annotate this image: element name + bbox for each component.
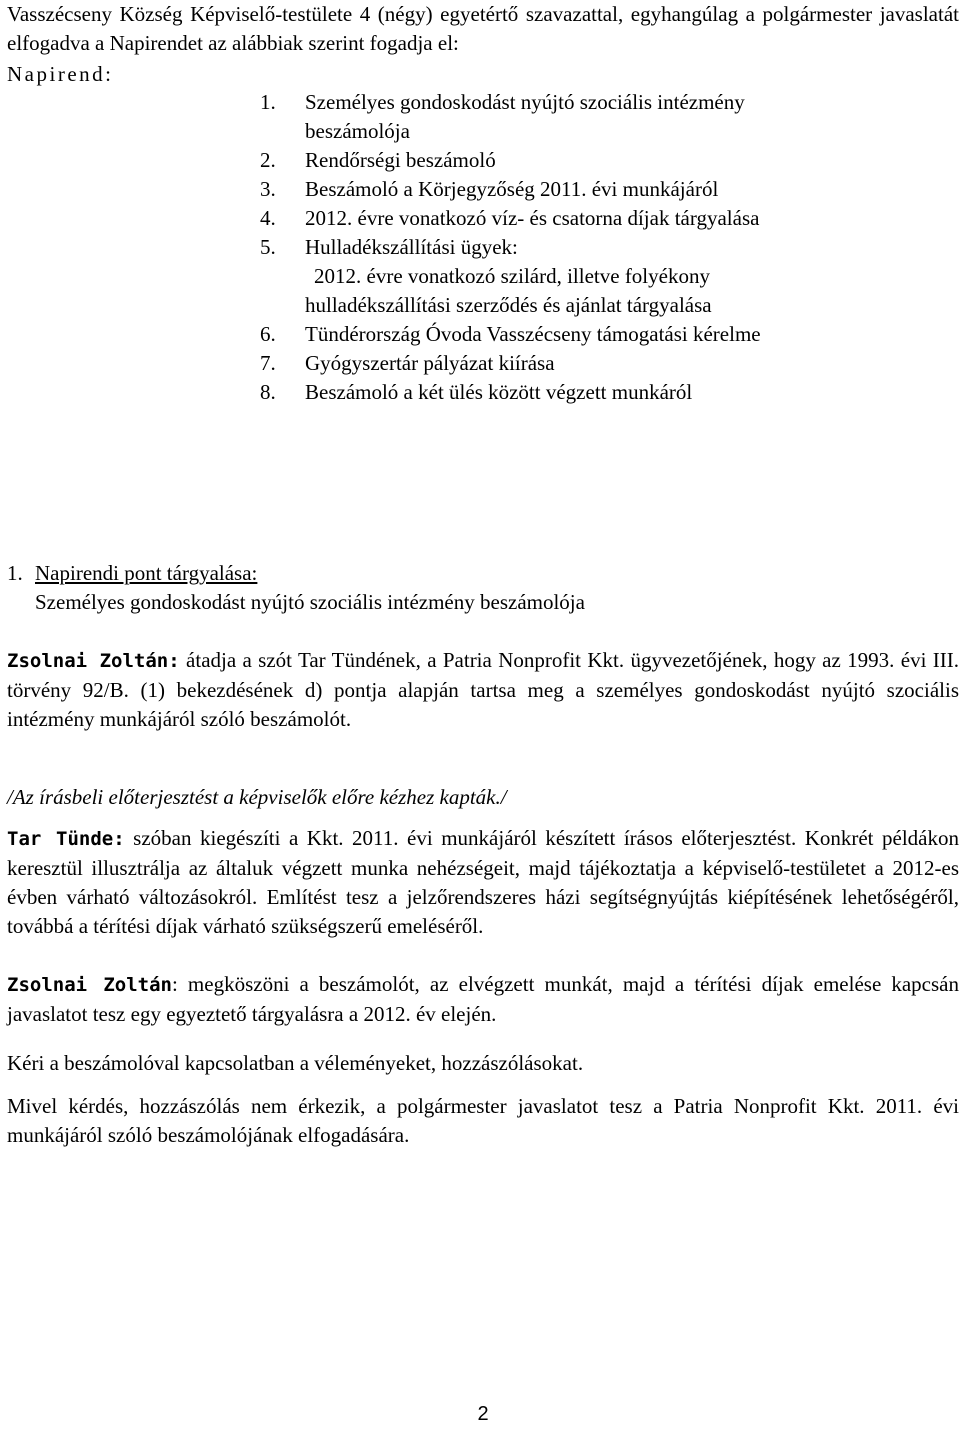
agenda-item [260, 233, 880, 320]
paragraph-text: : megköszöni a beszámolót, az elvégzett munkát, majd a térítési díjak emelése kapcsán javaslatot tesz egy egyeztető tárgyalásra a 2012. év elején. [7, 972, 959, 1026]
agenda-item-text: Gyógyszertár pályázat kiírása [305, 351, 555, 375]
paragraph-request: Kéri a beszámolóval kapcsolatban a véleményeket, hozzászólásokat. [7, 1051, 584, 1075]
agenda-item-text: 2012. évre vonatkozó víz- és csatorna díjak tárgyalása [305, 206, 760, 230]
section-number: 1. [7, 561, 23, 585]
agenda-item-number: 1. [260, 90, 276, 114]
agenda-item-text: beszámolója [305, 119, 410, 143]
section-heading-text: Napirendi pont tárgyalása: [35, 561, 258, 585]
agenda-item-number: 6. [260, 322, 276, 346]
speaker-name: Zsolnai Zoltán [7, 974, 172, 996]
agenda-item-text: Rendőrségi beszámoló [305, 148, 496, 172]
agenda-item [260, 378, 880, 407]
section-title: Személyes gondoskodást nyújtó szociális intézmény beszámolója [35, 590, 585, 614]
agenda-item-number: 4. [260, 206, 276, 230]
agenda-item-text: Személyes gondoskodást nyújtó szociális intézmény [305, 90, 745, 114]
agenda-item-number: 2. [260, 148, 276, 172]
agenda-item-text: Beszámoló a két ülés között végzett munkáról [305, 380, 693, 404]
speaker-name: Zsolnai Zoltán: [7, 650, 180, 672]
agenda-item-text: Hulladékszállítási ügyek: [305, 235, 518, 259]
agenda-item-subtext: hulladékszállítási szerződés és ajánlat tárgyalása [305, 293, 712, 317]
paragraph-zsolnai-response [7, 970, 959, 1029]
agenda-item [260, 146, 880, 175]
agenda-list [260, 88, 880, 407]
agenda-item [260, 175, 880, 204]
paragraph-text: átadja a szót Tar Tündének, a Patria Nonprofit Kkt. ügyvezetőjének, hogy az 1993. évi III. törvény 92/B. (1) bekezdésének d) pontja alapján tartsa meg a személyes gondoskodást nyújtó szociális intézmény munkájáról szóló beszámolót. [7, 648, 959, 731]
paragraph-zsolnai-intro [7, 646, 959, 734]
section-heading [7, 559, 959, 588]
agenda-item-number: 8. [260, 380, 276, 404]
agenda-label: Napirend: [7, 62, 114, 86]
agenda-item-text: Tündérország Óvoda Vasszécseny támogatási kérelme [305, 322, 761, 346]
note-paragraph: /Az írásbeli előterjesztést a képviselők előre kézhez kapták./ [7, 785, 507, 809]
paragraph-conclusion: Mivel kérdés, hozzászólás nem érkezik, a polgármester javaslatot tesz a Patria Nonprofit Kkt. 2011. évi munkájáról szóló beszámolójának elfogadására. [7, 1094, 959, 1147]
page-number: 2 [477, 1403, 489, 1425]
agenda-item-number: 5. [260, 235, 276, 259]
paragraph-tar-tunde [7, 824, 959, 941]
paragraph-text: szóban kiegészíti a Kkt. 2011. évi munkájáról készített írásos előterjesztést. Konkrét példákon keresztül illusztrálja az általuk végzett munka nehézségeit, majd tájékoztatja a képviselő-testületet a 2012-es évben várható változásokról. Említést tesz a jelzőrendszeres házi segítségnyújtás kiépítésének lehetőségéről, továbbá a térítési díjak várható szükségszerű emeléséről. [7, 826, 959, 938]
agenda-item [260, 88, 880, 146]
agenda-item-subtext: 2012. évre vonatkozó szilárd, illetve folyékony [314, 264, 710, 288]
agenda-item-number: 7. [260, 351, 276, 375]
agenda-item-number: 3. [260, 177, 276, 201]
agenda-item [260, 349, 880, 378]
agenda-item [260, 320, 880, 349]
agenda-item-text: Beszámoló a Körjegyzőség 2011. évi munkájáról [305, 177, 719, 201]
speaker-name: Tar Tünde: [7, 828, 125, 850]
agenda-item [260, 204, 880, 233]
intro-paragraph: Vasszécseny Község Képviselő-testülete 4 (négy) egyetértő szavazattal, egyhangúlag a polgármester javaslatát elfogadva a Napirendet az alábbiak szerint fogadja el: [7, 2, 959, 55]
